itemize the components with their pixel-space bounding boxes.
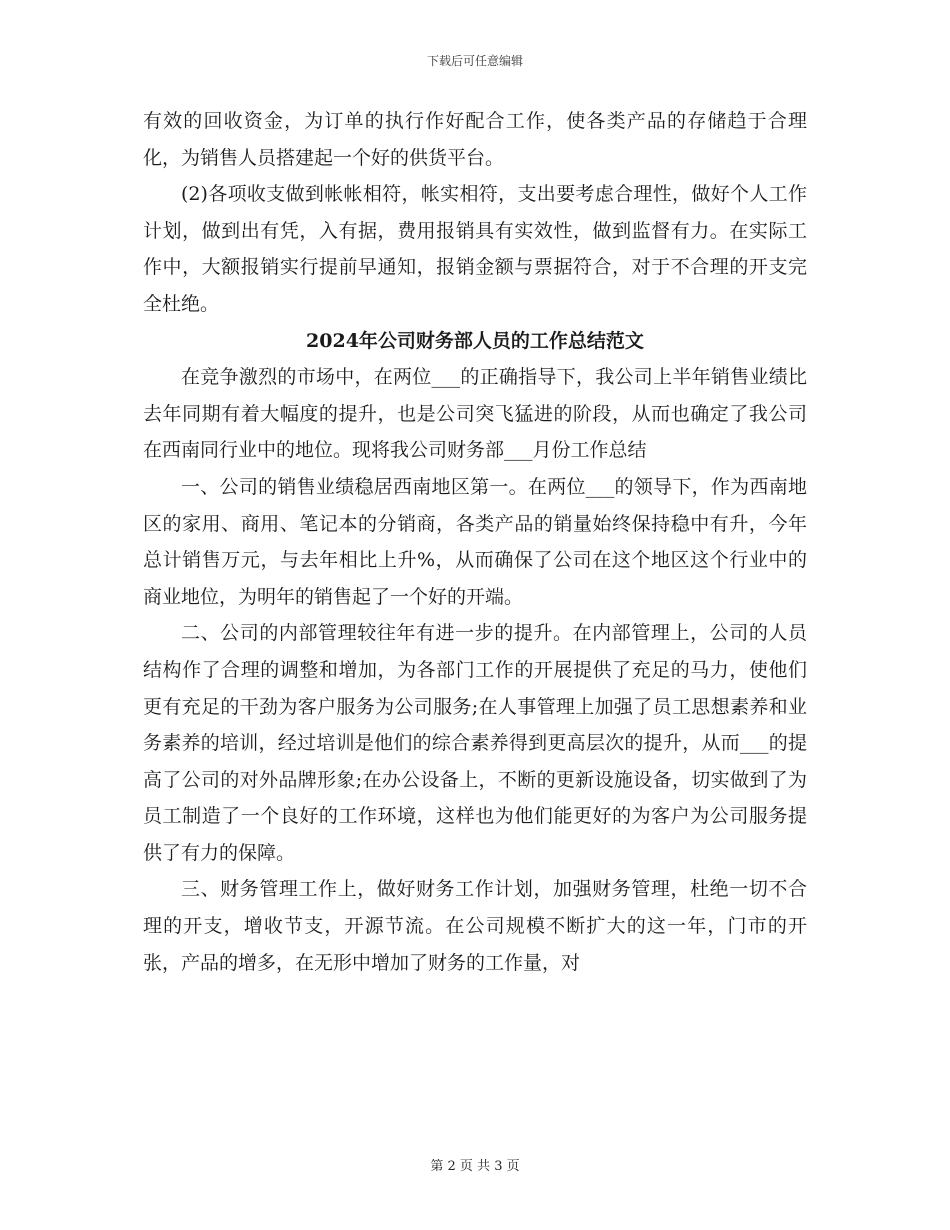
document-title: 2024年公司财务部人员的工作总结范文: [306, 329, 644, 352]
paragraph-section-2: 二、公司的内部管理较往年有进一步的提升。在内部管理上，公司的人员结构作了合理的调整和增加，为各部门工作的开展提供了充足的马力，使他们更有充足的干劲为客户服务为公司服务;在人事管理上加强了员工思想素养和业务素养的培训，经过培训是他们的综合素养得到更高层次的提升，从而___的提高了公司的对外品牌形象;在办公设备上，不断的更新设施设备，切实做到了为员工制造了一个良好的工作环境，这样也为他们能更好的为客户为公司服务提供了有力的保障。: [143, 622, 807, 864]
paragraph-intro: 在竞争激烈的市场中，在两位___的正确指导下，我公司上半年销售业绩比去年同期有着大幅度的提升，也是公司突飞猛进的阶段，从而也确定了我公司在西南同行业中的地位。现将我公司财务部___月份工作总结: [143, 366, 807, 462]
page-header: 下载后可任意编辑: [426, 54, 523, 68]
paragraph-item-2: (2)各项收支做到帐帐相符，帐实相符，支出要考虑合理性，做好个人工作计划，做到出有凭，入有据，费用报销具有实效性，做到监督有力。在实际工作中，大额报销实行提前早通知，报销金额与票据符合，对于不合理的开支完全杜绝。: [143, 183, 807, 315]
paragraph-continuation: 有效的回收资金，为订单的执行作好配合工作，使各类产品的存储趋于合理化，为销售人员搭建起一个好的供货平台。: [143, 110, 807, 169]
document-body: [143, 103, 807, 981]
paragraph-section-3: 三、财务管理工作上，做好财务工作计划，加强财务管理，杜绝一切不合理的开支，增收节支，开源节流。在公司规模不断扩大的这一年，门市的开张，产品的增多，在无形中增加了财务的工作量，对: [143, 878, 807, 974]
paragraph-section-1: 一、公司的销售业绩稳居西南地区第一。在两位___的领导下，作为西南地区的家用、商用、笔记本的分销商，各类产品的销量始终保持稳中有升，今年总计销售万元，与去年相比上升%，从而确保了公司在这个地区这个行业中的商业地位，为明年的销售起了一个好的开端。: [143, 475, 807, 608]
page-footer: 第 2 页 共 3 页: [430, 1159, 520, 1174]
